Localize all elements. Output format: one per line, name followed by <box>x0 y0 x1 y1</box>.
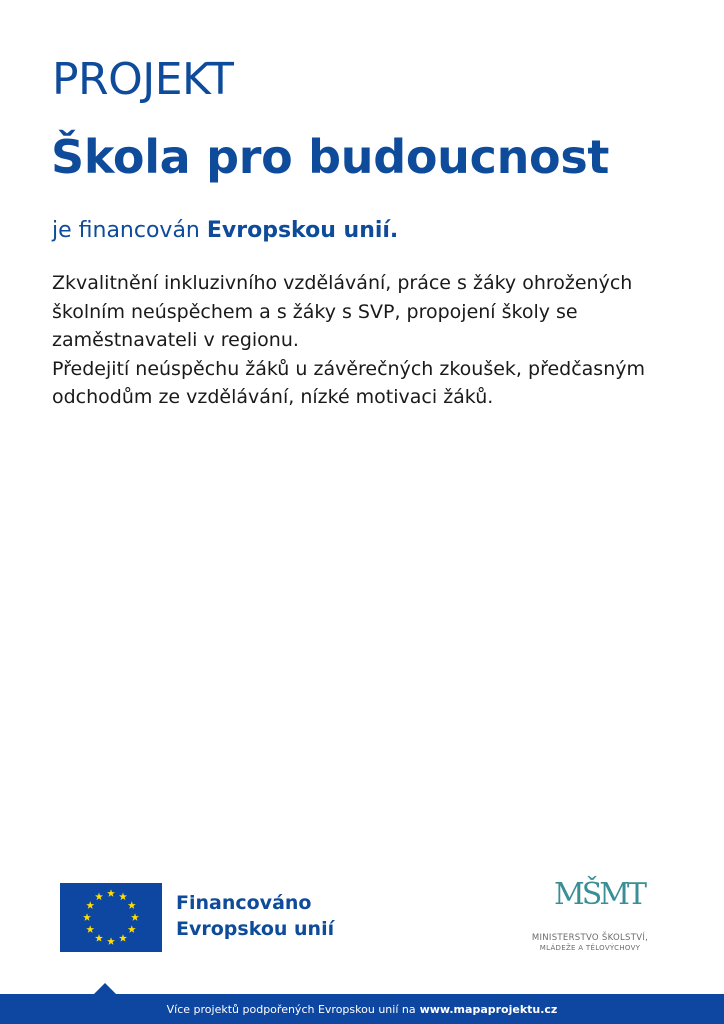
footer-text: Více projektů podpořených Evropskou unií na <box>166 1002 416 1016</box>
eu-flag-icon <box>60 883 162 952</box>
eu-funding-label <box>176 890 334 942</box>
footer-notch <box>94 983 116 994</box>
eu-star <box>128 901 136 909</box>
footer-bar <box>0 994 724 1024</box>
eu-star <box>95 893 103 901</box>
msmt-logo-icon: MŠMT <box>554 877 644 912</box>
eu-star <box>131 913 139 921</box>
description-paragraph: Předejití neúspěchu žáků u závěrečných zkoušek, předčasným odchodům ze vzdělávání, nízké motivaci žáků. <box>52 357 645 408</box>
msmt-logo <box>514 878 666 958</box>
footer-link[interactable]: www.mapaprojektu.cz <box>419 1002 558 1016</box>
eu-label-line: Evropskou unií <box>176 918 335 940</box>
project-description <box>52 269 692 412</box>
eu-star <box>128 925 136 933</box>
msmt-name-line: MINISTERSTVO ŠKOLSTVÍ, <box>531 933 649 943</box>
project-kicker: PROJEKT <box>52 54 234 105</box>
eu-star <box>95 934 103 942</box>
eu-star <box>86 901 94 909</box>
description-paragraph: Zkvalitnění inkluzivního vzdělávání, práce s žáky ohrožených školním neúspěchem a s žáky s SVP, propojení školy se zaměstnavateli v regionu. <box>52 272 633 351</box>
funding-statement <box>52 218 398 244</box>
msmt-name <box>514 934 666 952</box>
eu-star <box>107 889 115 897</box>
eu-star <box>83 913 91 921</box>
msmt-name-line: MLÁDEŽE A TĚLOVÝCHOVY <box>539 943 641 952</box>
eu-label-line: Financováno <box>176 892 312 914</box>
eu-star <box>119 893 127 901</box>
funding-lead: je financován <box>52 218 200 243</box>
funding-emphasis: Evropskou unií. <box>206 218 399 243</box>
eu-star <box>107 937 115 945</box>
eu-star <box>119 934 127 942</box>
project-title: Škola pro budoucnost <box>51 130 610 184</box>
eu-star <box>86 925 94 933</box>
